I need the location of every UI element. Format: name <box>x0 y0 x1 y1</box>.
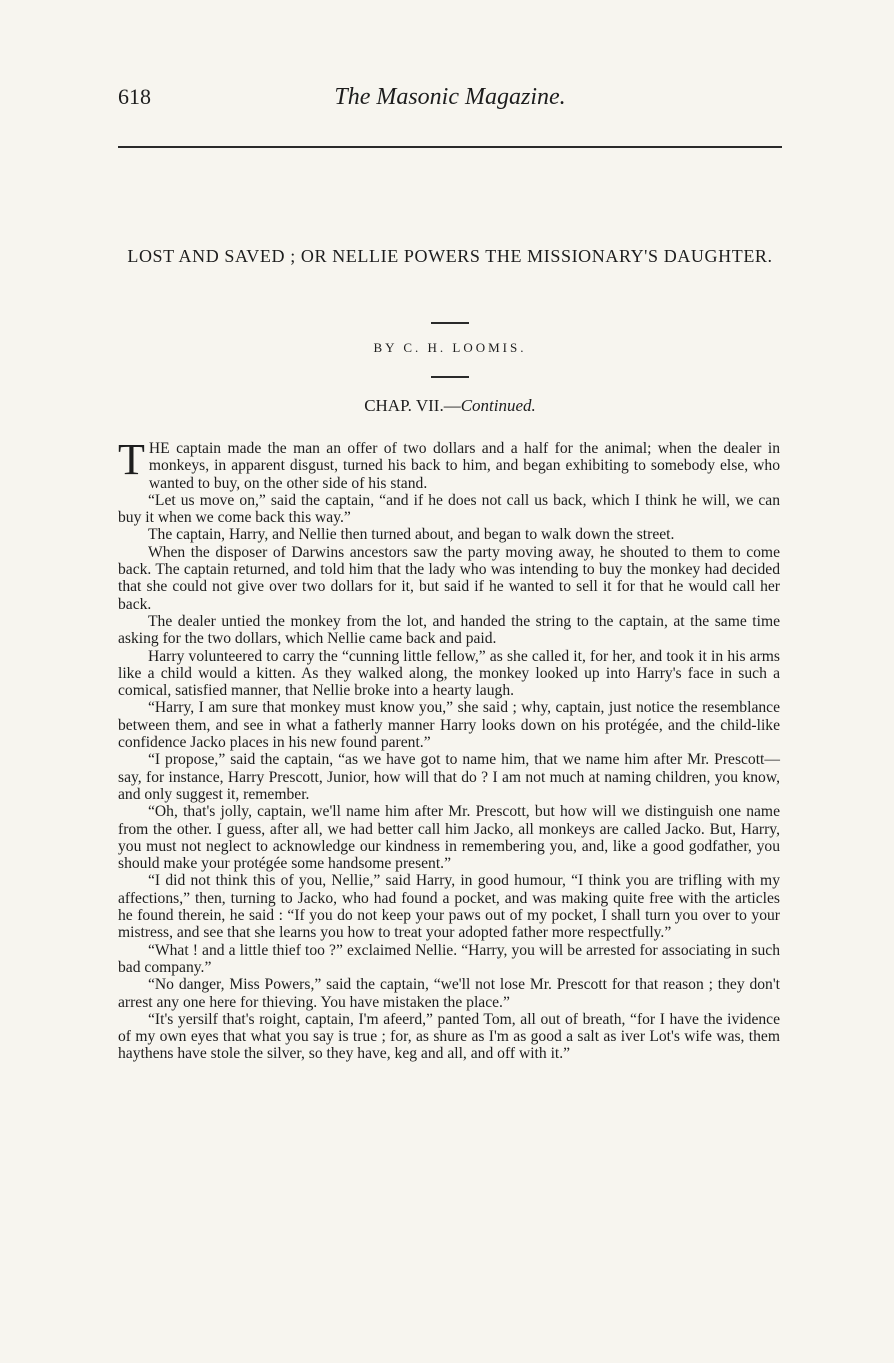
article-title: LOST AND SAVED ; OR NELLIE POWERS THE MISSIONARY'S DAUGHTER. <box>127 246 773 266</box>
drop-cap: T <box>118 435 145 484</box>
chapter-continued: Continued. <box>460 396 536 415</box>
article-body <box>118 435 780 1063</box>
chapter-heading <box>118 396 782 416</box>
magazine-title: The Masonic Magazine. <box>334 84 566 110</box>
paragraph: “I did not think this of you, Nellie,” said Harry, in good humour, “I think you are trifling with my affections,” then, turning to Jacko, who had found a pocket, and was making quite free with the articles he found therein, he said : “If you do not keep your paws out of my pocket, I shall turn you over to your mistress, and see that she learns you how to treat your adopted father more respectfully.” <box>118 872 780 942</box>
first-words: HE <box>148 440 170 457</box>
paragraph: “I propose,” said the captain, “as we have got to name him, that we name him after Mr. Prescott—say, for instance, Harry Prescott, Junior, how will that do ? I am not much at naming children, you know, and only suggest it, remember. <box>118 751 780 803</box>
byline-divider <box>431 376 469 378</box>
paragraph-text: captain made the man an offer of two dollars and a half for the animal; when the dealer in monkeys, in apparent disgust, turned his back to him, and began exhibiting to somebody else, who wanted to buy, on the other side of his stand. <box>148 440 780 492</box>
paragraph: “Let us move on,” said the captain, “and if he does not call us back, which I think he will, we can buy it when we come back this way.” <box>118 491 780 527</box>
paragraph: “It's yersilf that's roight, captain, I'm afeerd,” panted Tom, all out of breath, “for I have the ividence of my own eyes that what you say is true ; for, as shure as I'm as good a salt as iver Lot's wife was, them haythens have stole the silver, so they have, keg and all, and off with it.” <box>118 1010 780 1063</box>
paragraph: “No danger, Miss Powers,” said the captain, “we'll not lose Mr. Prescott for that reason ; they don't arrest any one here for thieving. You have mistaken the place.” <box>118 976 780 1011</box>
paragraph: When the disposer of Darwins ancestors saw the party moving away, he shouted to them to come back. The captain returned, and told him that the lady who was intending to buy the monkey had decided that she could not give over two dollars for it, but said if he wanted to sell it for that he would call her back. <box>118 543 780 613</box>
chapter-label: CHAP. VII.— <box>364 396 461 415</box>
running-head <box>118 84 782 124</box>
title-divider <box>431 322 469 324</box>
paragraph <box>118 435 780 492</box>
paragraph: “Oh, that's jolly, captain, we'll name him after Mr. Prescott, but how will we distinguish one name from the other. I guess, after all, we had better call him Jacko, all monkeys are called Jacko. But, Harry, you must not neglect to acknowledge our kindness in remembering you, and, like a good godfather, you should make your protégée some handsome present.” <box>118 803 780 873</box>
byline: BY C. H. LOOMIS. <box>373 340 527 355</box>
page-number: 618 <box>118 84 151 109</box>
paragraph: The captain, Harry, and Nellie then turned about, and began to walk down the street. <box>148 526 675 544</box>
header-rule <box>118 146 782 148</box>
paragraph: The dealer untied the monkey from the lot, and handed the string to the captain, at the same time asking for the two dollars, which Nellie came back and paid. <box>118 612 780 648</box>
paragraph: “What ! and a little thief too ?” exclaimed Nellie. “Harry, you will be arrested for associating in such bad company.” <box>118 941 780 976</box>
paragraph: Harry volunteered to carry the “cunning little fellow,” as she called it, for her, and took it in his arms like a child would a kitten. As they walked along, the monkey looked up into Harry's face in such a comical, satisfied manner, that Nellie broke into a hearty laugh. <box>118 647 780 700</box>
paragraph: “Harry, I am sure that monkey must know you,” she said ; why, captain, just notice the resemblance between them, and see in what a fatherly manner Harry looks down on his protégée, and the child-like confidence Jacko places in his new found parent.” <box>118 699 780 752</box>
